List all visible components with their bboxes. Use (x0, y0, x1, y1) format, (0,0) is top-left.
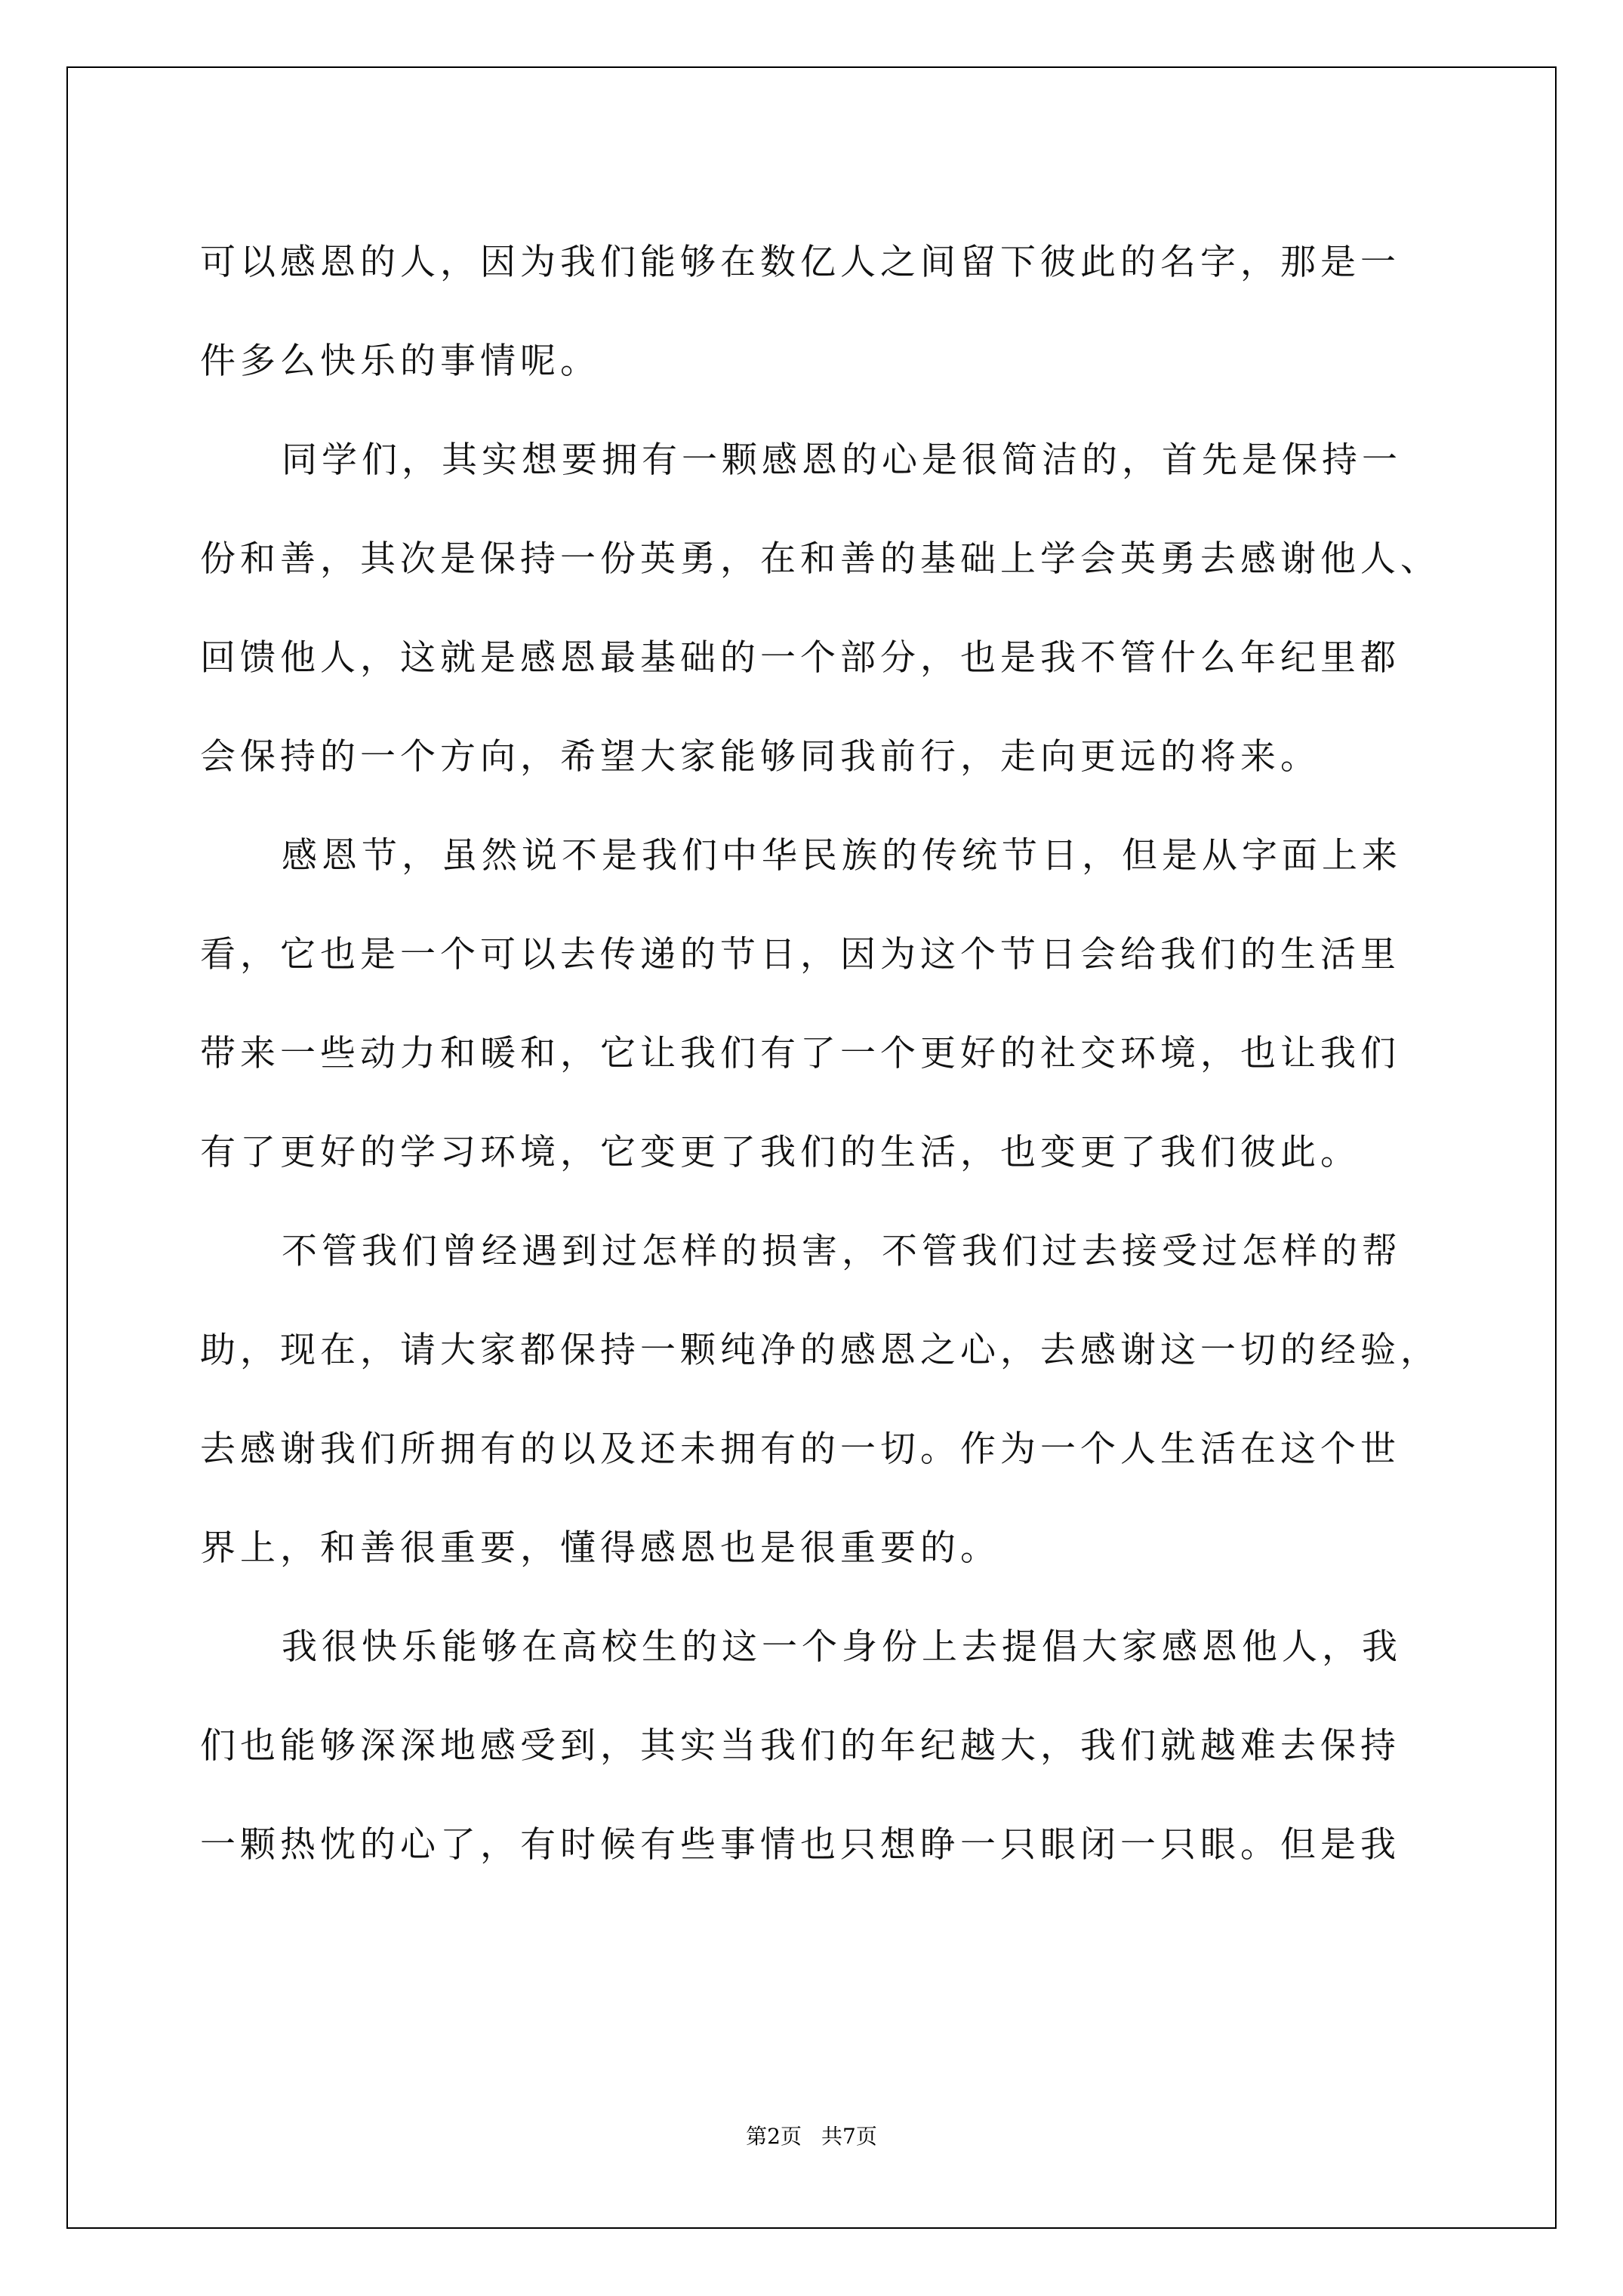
page-number-total: 共7页 (821, 2124, 877, 2149)
text-line: 们也能够深深地感受到，其实当我们的年纪越大，我们就越难去保持 (200, 1725, 1400, 1767)
text-line: 助，现在，请大家都保持一颗纯净的感恩之心，去感谢这一切的经验， (200, 1330, 1440, 1371)
text-line: 一颗热忱的心了，有时候有些事情也只想睁一只眼闭一只眼。但是我 (200, 1824, 1400, 1866)
text-line: 回馈他人，这就是感恩最基础的一个部分，也是我不管什么年纪里都 (200, 637, 1400, 679)
text-line: 我很快乐能够在高校生的这一个身份上去提倡大家感恩他人，我 (282, 1626, 1402, 1668)
page-number-current: 第2页 (746, 2124, 802, 2149)
document-body (200, 213, 1438, 1894)
text-line: 去感谢我们所拥有的以及还未拥有的一切。作为一个人生活在这个世 (200, 1428, 1400, 1470)
text-line: 同学们，其实想要拥有一颗感恩的心是很简洁的，首先是保持一 (282, 439, 1402, 481)
text-line: 不管我们曾经遇到过怎样的损害，不管我们过去接受过怎样的帮 (282, 1231, 1402, 1272)
text-line: 件多么快乐的事情呢。 (200, 341, 600, 382)
text-line: 带来一些动力和暖和，它让我们有了一个更好的社交环境，也让我们 (200, 1033, 1400, 1074)
text-line: 会保持的一个方向，希望大家能够同我前行，走向更远的将来。 (200, 736, 1320, 778)
text-line: 份和善，其次是保持一份英勇，在和善的基础上学会英勇去感谢他人、 (200, 538, 1440, 580)
text-line: 感恩节，虽然说不是我们中华民族的传统节日，但是从字面上来 (282, 835, 1402, 877)
text-line: 可以感恩的人，因为我们能够在数亿人之间留下彼此的名字，那是一 (200, 242, 1400, 283)
page-footer (0, 2123, 1623, 2150)
text-line: 看，它也是一个可以去传递的节日，因为这个节日会给我们的生活里 (200, 934, 1400, 975)
text-line: 界上，和善很重要，懂得感恩也是很重要的。 (200, 1527, 1000, 1569)
text-line: 有了更好的学习环境，它变更了我们的生活，也变更了我们彼此。 (200, 1132, 1360, 1173)
